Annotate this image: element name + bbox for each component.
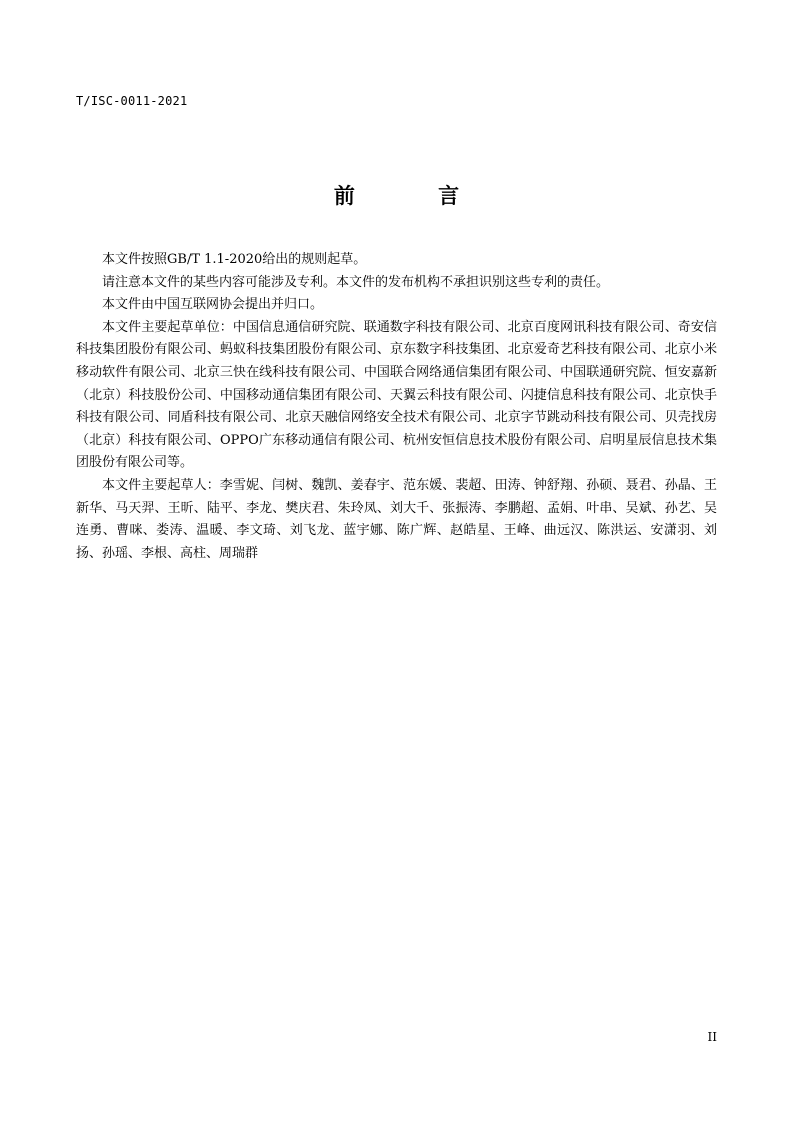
page-number: II <box>707 1030 717 1044</box>
page-title: 前 言 <box>333 184 498 208</box>
paragraph-proposer: 本文件由中国互联网协会提出并归口。 <box>102 297 324 313</box>
paragraph-drafters: 本文件主要起草人：李雪妮、闫树、魏凯、姜春宇、范东媛、裴超、田涛、钟舒翔、孙硕、聂君、孙晶、王新华、马天羿、王昕、陆平、李龙、樊庆君、朱玲凤、刘大千、张振涛、李鹏超、孟娟、叶串、吴斌、孙艺、吴连勇、曹咪、娄涛、温暖、李文琦、刘飞龙、蓝宇娜、陈广辉、赵皓星、王峰、曲远汉、陈洪运、安潇羽、刘扬、孙瑶、李根、高柱、周瑞群 <box>76 477 717 561</box>
paragraph-drafting-organizations: 本文件主要起草单位：中国信息通信研究院、联通数字科技有限公司、北京百度网讯科技有限公司、奇安信科技集团股份有限公司、蚂蚁科技集团股份有限公司、京东数字科技集团、北京爱奇艺科技有限公司、北京小米移动软件有限公司、北京三快在线科技有限公司、中国联合网络通信集团有限公司、中国联通研究院、恒安嘉新（北京）科技股份公司、中国移动通信集团有限公司、天翼云科技有限公司、闪捷信息科技有限公司、北京快手科技有限公司、同盾科技有限公司、北京天融信网络安全技术有限公司、北京字节跳动科技有限公司、贝壳找房（北京）科技有限公司、OPPO广东移动通信有限公司、杭州安恒信息技术股份有限公司、启明星辰信息技术集团股份有限公司等。 <box>76 319 717 471</box>
document-code: T/ISC-0011-2021 <box>76 94 188 108</box>
paragraph-drafting-rules: 本文件按照GB/T 1.1-2020给出的规则起草。 <box>102 252 367 267</box>
foreword-body <box>76 249 717 565</box>
paragraph-patent-notice: 请注意本文件的某些内容可能涉及专利。本文件的发布机构不承担识别这些专利的责任。 <box>102 274 610 290</box>
